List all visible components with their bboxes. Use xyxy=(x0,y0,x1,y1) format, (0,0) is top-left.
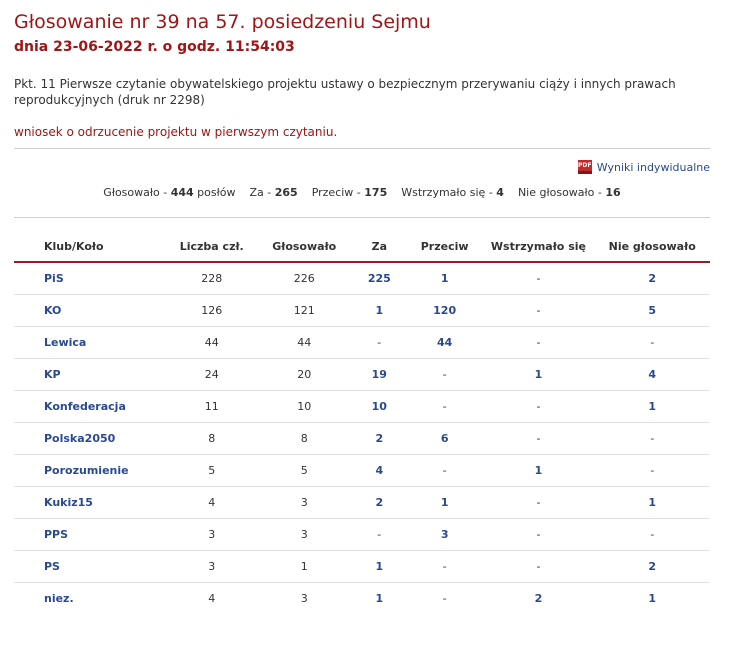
table-row xyxy=(14,583,710,615)
motion-text: wniosek o odrzucenie projektu w pierwszym czytaniu. xyxy=(14,125,338,139)
cell-absent[interactable]: 1 xyxy=(594,487,710,519)
cell-yes[interactable]: 225 xyxy=(352,262,407,295)
cell-no: - xyxy=(407,455,483,487)
page-title: Głosowanie nr 39 na 57. posiedzeniu Sejmu xyxy=(14,11,431,33)
cell-voted: 3 xyxy=(257,487,352,519)
cell-no: - xyxy=(407,391,483,423)
cell-absent: - xyxy=(594,519,710,551)
cell-yes[interactable]: 2 xyxy=(352,487,407,519)
cell-absent[interactable]: 1 xyxy=(594,391,710,423)
cell-voted: 3 xyxy=(300,592,308,605)
cell-abstain[interactable]: 1 xyxy=(482,359,594,391)
cell-abstain: - xyxy=(482,519,594,551)
header-absent: Nie głosowało xyxy=(594,231,710,262)
cell-members: 4 xyxy=(208,592,216,605)
cell-absent: - xyxy=(594,455,710,487)
agenda-item-description: Pkt. 11 Pierwsze czytanie obywatelskiego projektu ustawy o bezpiecznym przerywaniu ciąży i innych prawach reprodukcyjnych (druk nr 2298) xyxy=(14,77,676,107)
table-row xyxy=(14,551,710,583)
cell-yes[interactable]: 19 xyxy=(352,359,407,391)
cell-yes[interactable]: 1 xyxy=(352,295,407,327)
summary-abstain-label: Wstrzymało się - xyxy=(401,186,493,199)
vote-datetime: dnia 23-06-2022 r. o godz. 11:54:03 xyxy=(14,39,295,55)
cell-voted: 3 xyxy=(257,519,352,551)
cell-voted: 5 xyxy=(257,455,352,487)
summary-voted-label: Głosowało - xyxy=(103,186,168,199)
cell-no: - xyxy=(407,551,483,583)
divider xyxy=(14,148,710,149)
cell-no[interactable]: 1 xyxy=(407,262,483,295)
table-row xyxy=(14,262,710,295)
cell-absent: - xyxy=(594,423,710,455)
cell-yes[interactable]: 2 xyxy=(352,423,407,455)
cell-members: 3 xyxy=(167,519,257,551)
cell-absent[interactable]: 2 xyxy=(594,551,710,583)
cell-abstain: - xyxy=(482,487,594,519)
summary-no-value: 175 xyxy=(364,186,388,199)
cell-abstain[interactable]: 2 xyxy=(534,592,543,605)
cell-members: 44 xyxy=(167,327,257,359)
header-abstain: Wstrzymało się xyxy=(482,231,594,262)
table-header-row xyxy=(14,231,710,262)
cell-club[interactable]: PiS xyxy=(14,262,167,295)
cell-club[interactable]: KP xyxy=(14,359,167,391)
pdf-icon[interactable]: PDF xyxy=(578,160,592,174)
table-row xyxy=(14,327,710,359)
cell-yes[interactable]: 1 xyxy=(352,551,407,583)
cell-club[interactable]: PPS xyxy=(14,519,167,551)
summary-yes-label: Za - xyxy=(249,186,272,199)
table-row xyxy=(14,359,710,391)
table-row xyxy=(14,423,710,455)
cell-abstain: - xyxy=(482,391,594,423)
cell-absent[interactable]: 5 xyxy=(594,295,710,327)
cell-abstain: - xyxy=(482,295,594,327)
cell-club[interactable]: Porozumienie xyxy=(14,455,167,487)
pdf-link-row xyxy=(14,158,710,176)
cell-no[interactable]: 3 xyxy=(407,519,483,551)
cell-club[interactable]: Kukiz15 xyxy=(14,487,167,519)
cell-members: 4 xyxy=(167,487,257,519)
cell-voted: 1 xyxy=(257,551,352,583)
cell-abstain: - xyxy=(482,423,594,455)
cell-yes[interactable]: 10 xyxy=(352,391,407,423)
table-row xyxy=(14,519,710,551)
individual-results-link[interactable]: Wyniki indywidualne xyxy=(596,160,710,174)
cell-yes[interactable]: 4 xyxy=(352,455,407,487)
summary-voted-value: 444 xyxy=(170,186,194,199)
cell-no[interactable]: 44 xyxy=(407,327,483,359)
cell-absent[interactable]: 1 xyxy=(648,592,657,605)
cell-club[interactable]: Konfederacja xyxy=(14,391,167,423)
cell-club[interactable]: Polska2050 xyxy=(14,423,167,455)
cell-abstain: - xyxy=(482,327,594,359)
cell-club[interactable]: Lewica xyxy=(14,327,167,359)
cell-members: 228 xyxy=(167,262,257,295)
cell-members: 11 xyxy=(167,391,257,423)
header-voted: Głosowało xyxy=(257,231,352,262)
cell-voted: 8 xyxy=(257,423,352,455)
cell-club[interactable]: niez. xyxy=(44,592,74,605)
cell-no[interactable]: 6 xyxy=(407,423,483,455)
cell-voted: 121 xyxy=(257,295,352,327)
summary-no-label: Przeciw - xyxy=(311,186,361,199)
summary-absent-value: 16 xyxy=(605,186,621,199)
cell-voted: 10 xyxy=(257,391,352,423)
header-no: Przeciw xyxy=(407,231,483,262)
cell-absent[interactable]: 2 xyxy=(594,262,710,295)
cell-yes[interactable]: 1 xyxy=(375,592,384,605)
cell-voted: 44 xyxy=(257,327,352,359)
cell-voted: 226 xyxy=(257,262,352,295)
header-club: Klub/Koło xyxy=(14,231,167,262)
table-row xyxy=(14,455,710,487)
table-row xyxy=(14,295,710,327)
table-row xyxy=(14,391,710,423)
summary-voted-suffix: posłów xyxy=(197,186,236,199)
cell-absent: - xyxy=(594,327,710,359)
cell-members: 24 xyxy=(167,359,257,391)
cell-no: - xyxy=(407,359,483,391)
cell-members: 5 xyxy=(167,455,257,487)
cell-no[interactable]: 1 xyxy=(407,487,483,519)
summary-yes-value: 265 xyxy=(274,186,298,199)
cell-club[interactable]: PS xyxy=(14,551,167,583)
vote-summary xyxy=(14,186,710,199)
cell-yes: - xyxy=(352,327,407,359)
cell-no: - xyxy=(442,592,447,605)
cell-abstain: - xyxy=(482,551,594,583)
cell-no[interactable]: 120 xyxy=(407,295,483,327)
cell-members: 126 xyxy=(167,295,257,327)
divider xyxy=(14,217,710,218)
header-members: Liczba czł. xyxy=(167,231,257,262)
cell-members: 8 xyxy=(167,423,257,455)
cell-abstain: - xyxy=(482,262,594,295)
summary-absent-label: Nie głosowało - xyxy=(517,186,602,199)
cell-members: 3 xyxy=(167,551,257,583)
table-row xyxy=(14,487,710,519)
cell-club[interactable]: KO xyxy=(14,295,167,327)
cell-abstain[interactable]: 1 xyxy=(482,455,594,487)
page-content xyxy=(14,0,710,614)
results-table xyxy=(14,231,710,614)
cell-absent[interactable]: 4 xyxy=(594,359,710,391)
cell-voted: 20 xyxy=(257,359,352,391)
summary-abstain-value: 4 xyxy=(496,186,504,199)
cell-yes: - xyxy=(352,519,407,551)
header-yes: Za xyxy=(352,231,407,262)
